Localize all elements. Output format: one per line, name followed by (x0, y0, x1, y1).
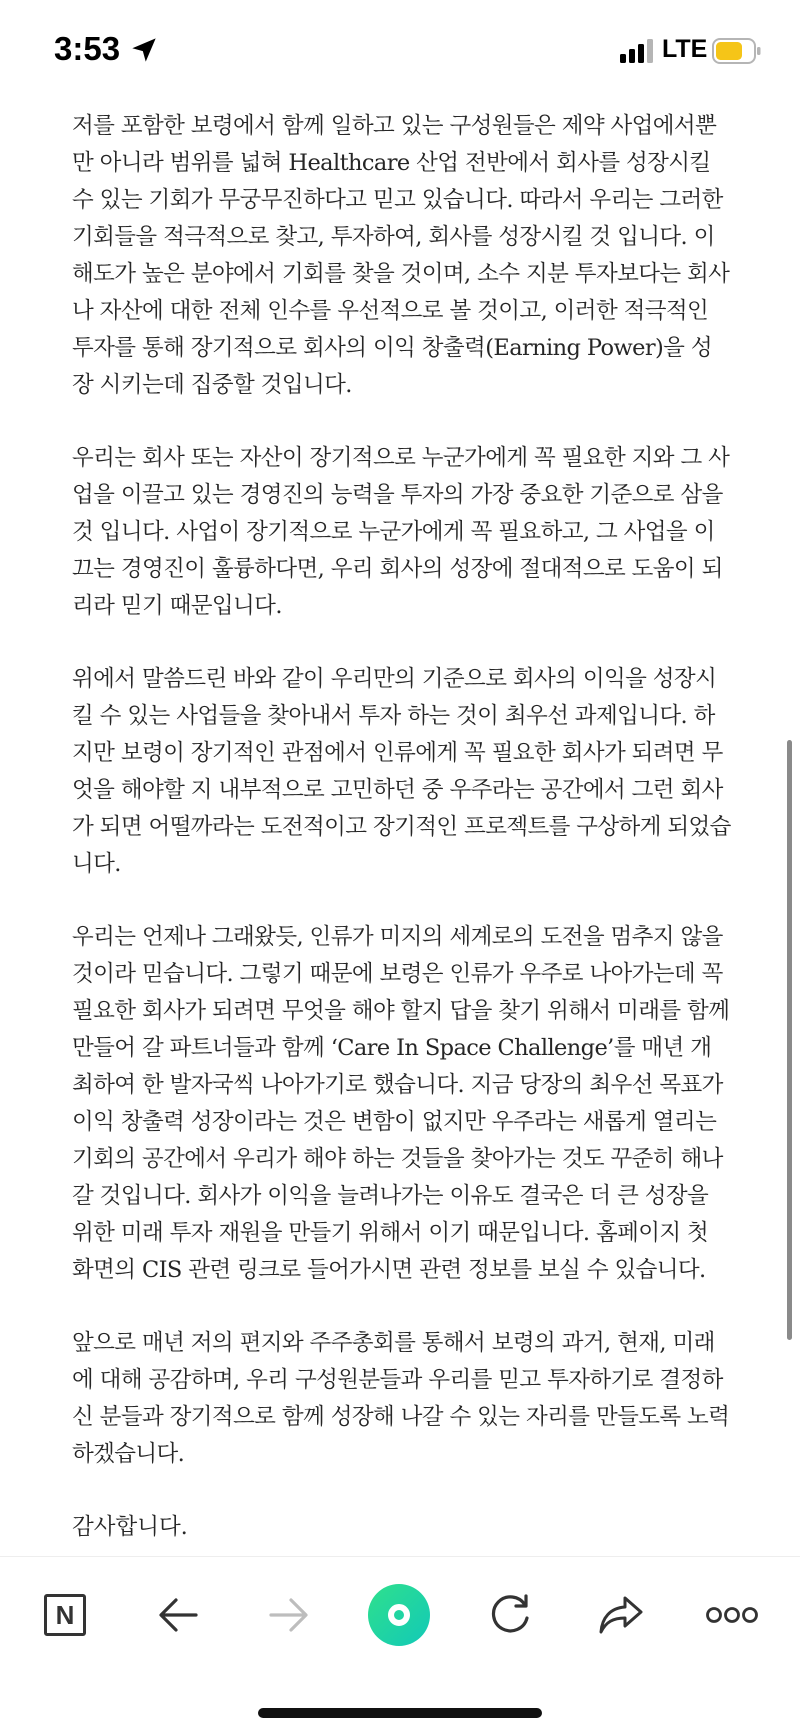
more-dots-icon (706, 1605, 758, 1625)
naver-home-button[interactable] (33, 1583, 97, 1647)
scrollbar-thumb[interactable] (787, 740, 792, 1340)
arrow-right-icon (267, 1595, 311, 1635)
home-indicator (258, 1708, 542, 1718)
status-bar (0, 0, 800, 100)
arrow-left-icon (156, 1595, 200, 1635)
share-arrow-icon (597, 1594, 645, 1636)
naver-logo-icon: N (44, 1594, 86, 1636)
network-type: LTE (662, 35, 708, 63)
forward-button[interactable] (257, 1583, 321, 1647)
green-dot-icon (368, 1584, 430, 1646)
status-time: 3:53 (54, 30, 121, 67)
cellular-signal-icon (620, 39, 654, 63)
paragraph: 저를 포함한 보령에서 함께 일하고 있는 구성원들은 제약 사업에서뿐만 아니라 범위를 넓혀 Healthcare 산업 전반에서 회사를 성장시킬 수 있는 기회가 무궁무진하다고 믿고 있습니다. 따라서 우리는 그러한 기회들을 적극적으로 찾고, 투자하여, 회사를 성장시킬 것 입니다. 이해도가 높은 분야에서 기회를 찾을 것이며, 소수 지분 투자보다는 회사나 자산에 대한 전체 인수를 우선적으로 볼 것이고, 이러한 적극적인 투자를 통해 장기적으로 회사의 이익 창출력(Earning Power)을 성장 시키는데 집중할 것입니다. (72, 113, 730, 398)
battery-icon (712, 38, 762, 64)
more-button[interactable] (700, 1583, 764, 1647)
letter-body (72, 108, 732, 1546)
paragraph: 우리는 회사 또는 자산이 장기적으로 누군가에게 꼭 필요한 지와 그 사업을 이끌고 있는 경영진의 능력을 투자의 가장 중요한 기준으로 삼을 것 입니다. 사업이 장기적으로 누군가에게 꼭 필요하고, 그 사업을 이끄는 경영진이 훌륭하다면, 우리 회사의 성장에 절대적으로 도움이 되리라 믿기 때문입니다. (72, 445, 730, 619)
paragraph: 위에서 말씀드린 바와 같이 우리만의 기준으로 회사의 이익을 성장시킬 수 있는 사업들을 찾아내서 투자 하는 것이 최우선 과제입니다. 하지만 보령이 장기적인 관점에서 인류에게 꼭 필요한 회사가 되려면 무엇을 해야할 지 내부적으로 고민하던 중 우주라는 공간에서 그런 회사가 되면 어떨까라는 도전적이고 장기적인 프로젝트를 구상하게 되었습니다. (72, 666, 731, 877)
location-arrow-icon (130, 36, 158, 64)
refresh-button[interactable] (478, 1583, 542, 1647)
paragraph: 우리는 언제나 그래왔듯, 인류가 미지의 세계로의 도전을 멈추지 않을 것이라 믿습니다. 그렇기 때문에 보령은 인류가 우주로 나아가는데 꼭 필요한 회사가 되려면 무엇을 해야 할지 답을 찾기 위해서 미래를 함께 만들어 갈 파트너들과 함께 ‘Care In Space Challenge’를 매년 개최하여 한 발자국씩 나아가기로 했습니다. 지금 당장의 최우선 목표가 이익 창출력 성장이라는 것은 변함이 없지만 우주라는 새롭게 열리는 기회의 공간에서 우리가 해야 하는 것들을 찾아가는 것도 꾸준히 해나갈 것입니다. 회사가 이익을 늘려나가는 이유도 결국은 더 큰 성장을 위한 미래 투자 재원을 만들기 위해서 이기 때문입니다. 홈페이지 첫 화면의 CIS 관련 링크로 들어가시면 관련 정보를 보실 수 있습니다. (72, 924, 730, 1283)
closing-line: 감사합니다. (72, 1514, 188, 1540)
bottom-toolbar (0, 1556, 800, 1673)
green-dot-button[interactable] (367, 1583, 431, 1647)
share-button[interactable] (589, 1583, 653, 1647)
refresh-icon (487, 1592, 533, 1638)
paragraph: 앞으로 매년 저의 편지와 주주총회를 통해서 보령의 과거, 현재, 미래에 대해 공감하며, 우리 구성원분들과 우리를 믿고 투자하기로 결정하신 분들과 장기적으로 함께 성장해 나갈 수 있는 자리를 만들도록 노력 하겠습니다. (72, 1330, 730, 1467)
back-button[interactable] (146, 1583, 210, 1647)
